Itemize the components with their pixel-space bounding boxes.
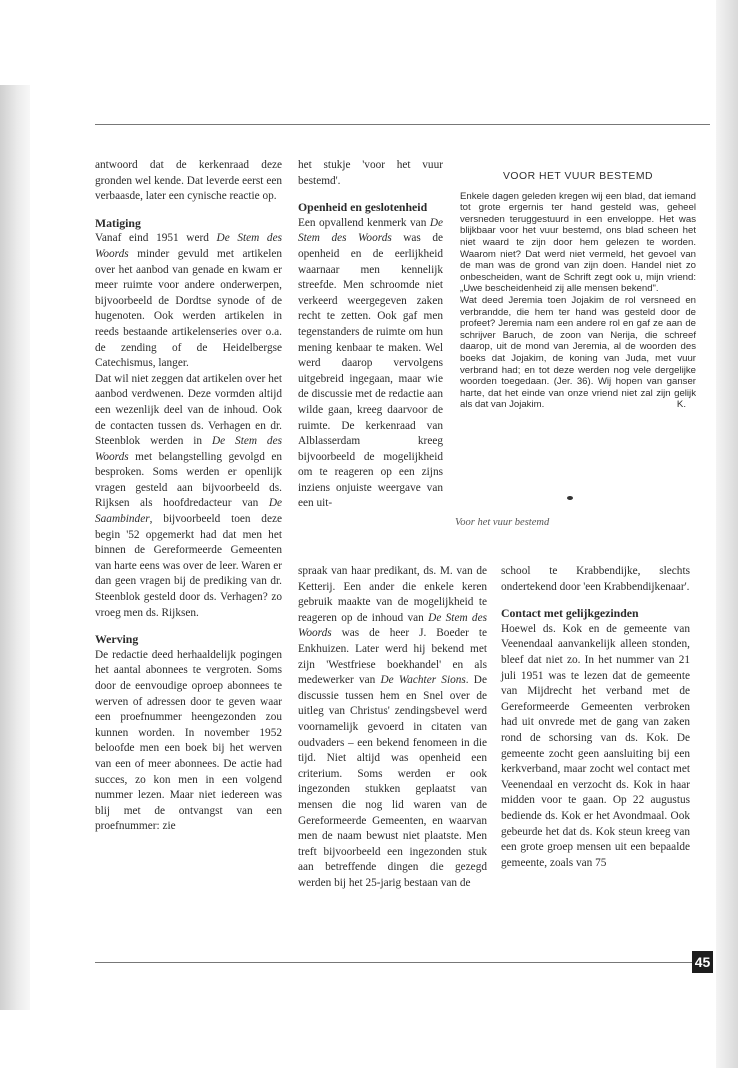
box-end-mark bbox=[567, 496, 573, 500]
paragraph-intro: antwoord dat de kerkenraad deze gronden wel kende. Dat leverde eerst een verbaasde, later een cynische reactie op. bbox=[95, 159, 282, 203]
column-2-upper bbox=[298, 158, 443, 512]
column-3 bbox=[501, 564, 690, 871]
paragraph-matiging-2: Dat wil niet zeggen dat artikelen over het aanbod verdwenen. Deze vormden altijd een wezenlijk deel van de inhoud. Ook de contacten tussen ds. Verhagen en dr. Steenblok werden in De Stem des Woords met belangstelling gevolgd en besproken. Soms werden er openlijk vragen gesteld aan bijvoorbeeld ds. Rijksen als hoofdredacteur van De Saambinder, bijvoorbeeld toen deze begin '52 opgemerkt had dat men het binnen de Gereformeerde Gemeenten van harte eens was over de leer. Waren er dan geen vragen bij de prediking van dr. Steenblok gesteld door ds. Verhagen? zo vroeg men ds. Rijksen. bbox=[95, 372, 282, 619]
paragraph-stukje: het stukje 'voor het vuur bestemd'. bbox=[298, 159, 443, 187]
heading-openheid: Openheid en geslotenheid bbox=[298, 200, 428, 215]
box-title: VOOR HET VUUR BESTEMD bbox=[502, 171, 654, 182]
paragraph-werving: De redactie deed herhaaldelijk pogingen het aantal abonnees te vergroten. Soms door de eenvoudige oproep abonnees te werven of adressen door te geven waar een proefnummer heengezonden zou kunnen worden. In november 1952 beloofde men een boek bij het werven van een of meer abonnees. De actie had succes, zo kon men in een volgend nummer lezen. Maar niet iedereen was blij met de ontvangst van een proefnummer: zie bbox=[95, 648, 282, 833]
paragraph-matiging-1: Vanaf eind 1951 werd De Stem des Woords minder gevuld met artikelen over het aanbod van genade en kwam er meer ruimte voor andere onderwerpen, bijvoorbeeld de Dordtse synode of de hugenoten. Ook werden artikelen in reeds bestaande artikelenseries over o.a. de zending of de Heidelbergse Catechismus, langer. bbox=[95, 232, 282, 370]
box-paragraph-1: Enkele dagen geleden kregen wij een blad, dat iemand tot grote ergernis ter hand gesteld was, geheel versneden teruggestuurd in een enveloppe. Het was blijkbaar voor het vuur bestemd, ons blad scheen het niet waard te zijn door hem gelezen te worden. Waarom niet? Dat werd niet vermeld, het gevoel van de man was de grond van zijn doen. Handel niet zo onbescheiden, want de Schrift zegt ook u, mijn vriend: „Uwe bescheidenheid zij alle mensen bekend". bbox=[460, 190, 696, 295]
heading-werving: Werving bbox=[95, 632, 139, 647]
box-body bbox=[460, 191, 696, 411]
box-paragraph-2: Wat deed Jeremia toen Jojakim de rol versneed en verbrandde, die hem ter hand was gesteld door de profeet? Jeremia nam een andere rol en gaf ze aan de schrijver Baruch, de zoon van Nerija, die schreef daarop, uit de mond van Jeremia, al de woorden des boeks dat Jojakim, de koning van Juda, met vuur verbrand had; en tot deze werden nog vele dergelijke woorden toegedaan. (Jer. 36). Wij hopen van ganser harte, dat het einde van onze vriend niet zal zijn gelijk als dat van Jojakim. bbox=[460, 294, 696, 411]
column-2-lower bbox=[298, 564, 487, 891]
bottom-rule bbox=[95, 962, 692, 963]
box-signature: K. bbox=[676, 399, 686, 411]
box-caption: Voor het vuur bestemd bbox=[455, 517, 550, 528]
paragraph-school: school te Krabbendijke, slechts ondertekend door 'een Krabbendijkenaar'. bbox=[501, 565, 690, 593]
right-page-edge bbox=[716, 0, 738, 1068]
heading-contact: Contact met gelijkgezinden bbox=[501, 606, 639, 621]
paragraph-contact: Hoewel ds. Kok en de gemeente van Veenendaal aanvankelijk alleen stonden, bleef dat niet zo. In het nummer van 21 juli 1951 was te lezen dat de gemeente van Mijdrecht het verband met de Gereformeerde Gemeenten verbroken had uit onvrede met de gang van zaken rond de schorsing van ds. Kok. De gemeente zocht geen aansluiting bij een kerkverband, maar zocht wel contact met Veenendaal en verzocht ds. Kok in haar midden voor te gaan. Op 22 augustus bediende ds. Kok er het Avondmaal. Ook gebeurde het dat ds. Kok steun kreeg van een grote groep mensen uit een bepaalde gemeente, zoals van 75 bbox=[501, 622, 690, 869]
inset-box-voor-het-vuur bbox=[460, 171, 696, 503]
page-number: 45 bbox=[692, 951, 713, 973]
column-1 bbox=[95, 158, 282, 835]
top-rule bbox=[95, 124, 710, 125]
paragraph-openheid: Een opvallend kenmerk van De Stem des Woords was de openheid en de eerlijkheid waarnaar men kennelijk streefde. Men schroomde niet verkeerd weergegeven zaken recht te zetten. Ook gaf men tegenstanders de ruimte om hun mening kenbaar te maken. Wel werd daarop vervolgens uitgebreid ingegaan, maar wie de discussie met de redactie aan wilde gaan, kreeg daarvoor de ruimte. De kerkenraad van Alblasserdam kreeg bijvoorbeeld de mogelijkheid om te reageren op een zijns inziens onjuiste weergave van een uit- bbox=[298, 216, 443, 510]
heading-matiging: Matiging bbox=[95, 215, 141, 230]
paragraph-ketterij: spraak van haar predikant, ds. M. van de Ketterij. Een ander die enkele keren gebruik maakte van de mogelijkheid te reageren op de inhoud van De Stem des Woords was de heer J. Boeder te Enkhuizen. Later werd hij bekend met zijn 'Westfriese boekhandel' en als medewerker van De Wachter Sions. De discussie tussen hem en Snel over de uitleg van Christus' zendingsbevel werd voornamelijk gevoerd in citaten van oudvaders – een bekend fenomeen in die tijd. Niet altijd was openheid een criterium. Soms werden er ook ingezonden stukken geplaatst van mensen die nog lid waren van de Gereformeerde Gemeenten, en waarvan men de naam bewust niet plaatste. Men treft bijvoorbeeld een ingezonden stuk aan betreffende dingen die gezegd werden bij het 25-jarig bestaan van de bbox=[298, 565, 487, 889]
left-page-edge bbox=[0, 85, 30, 1010]
